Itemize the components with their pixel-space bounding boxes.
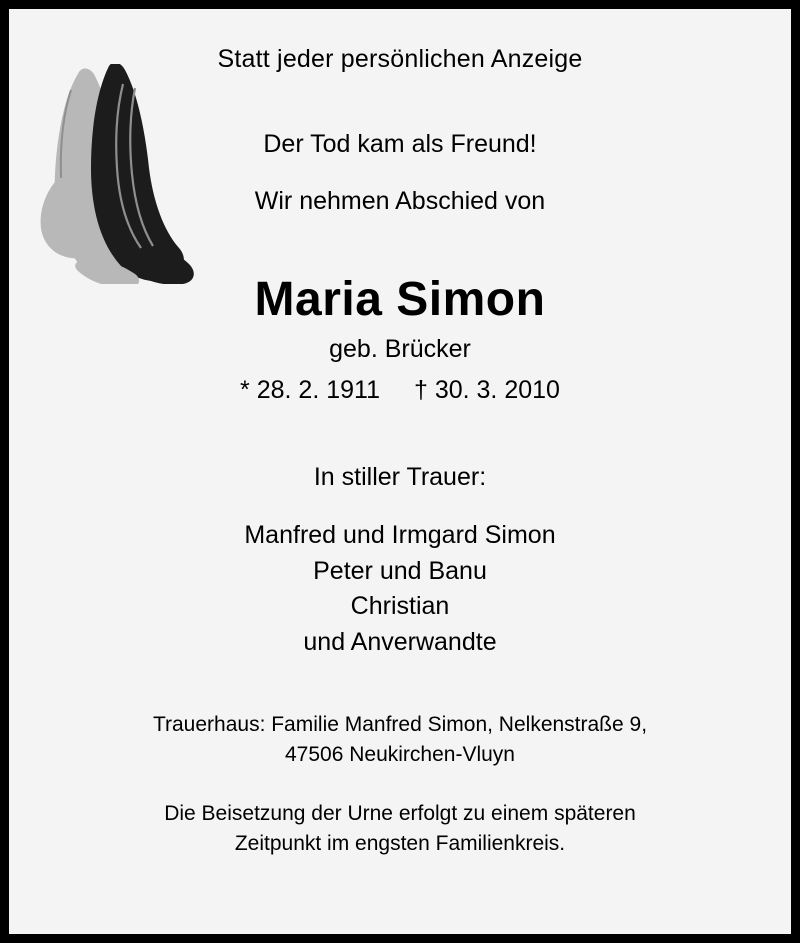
verse-line-1: Der Tod kam als Freund! [263,130,537,158]
deceased-name: Maria Simon [254,273,546,326]
mourners-list [9,518,791,660]
closing-line-1: Die Beisetzung der Urne erfolgt zu einem späteren [164,801,636,825]
list-item: Peter und Banu [313,556,487,585]
mourning-house-address [9,710,791,771]
list-item: Christian [350,592,450,620]
mourning-intro: In stiller Trauer: [313,463,487,491]
list-item: und Anverwandte [303,627,497,656]
verse-line-2: Wir nehmen Abschied von [254,187,546,215]
deceased-dates [9,376,791,405]
list-item: Manfred und Irmgard Simon [244,521,556,549]
obituary-body [9,9,791,934]
funeral-notice [9,799,791,860]
death-date: † 30. 3. 2010 [413,376,560,404]
praying-hands-icon [31,64,201,284]
page-title: Statt jeder persönlichen Anzeige [217,45,583,73]
address-line-1: Trauerhaus: Familie Manfred Simon, Nelkenstraße 9, [152,713,648,736]
address-line-2: 47506 Neukirchen-Vluyn [285,743,515,767]
closing-line-2: Zeitpunkt im engsten Familienkreis. [234,832,566,856]
birth-date: * 28. 2. 1911 [240,376,380,404]
deceased-maiden-name: geb. Brücker [329,335,471,363]
